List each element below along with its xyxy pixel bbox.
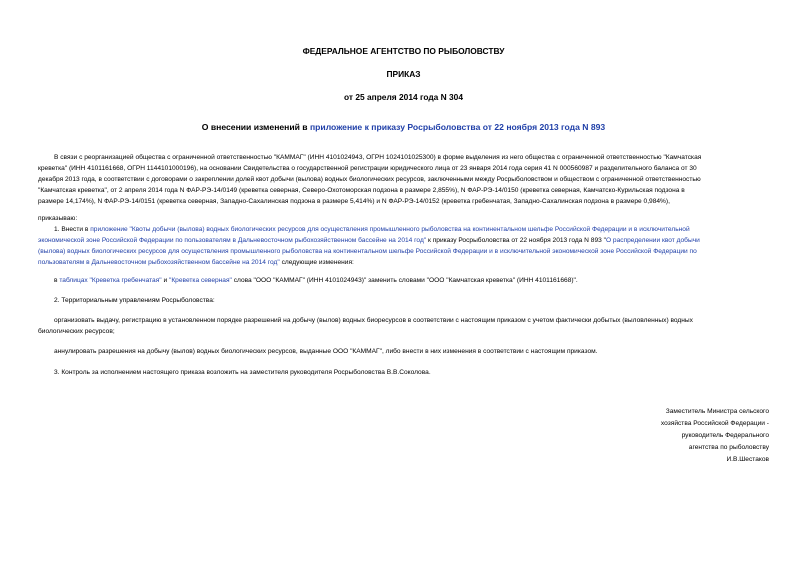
order-link[interactable]: О распределении квот добычи	[605, 237, 700, 244]
preamble-line: В связи с реорганизацией общества с ограниченной ответственностью "КАММАГ" (ИНН 4101024943, ОГРН 1024101025300) в форме выделения из него общества с ограниченной ответственностью "Камчатская	[54, 154, 702, 161]
signature-line: Заместитель Министра сельского	[665, 408, 769, 415]
preamble-line: декабря 2013 года, в соответствии с договорами о закреплении долей квот добычи (вылова) водных биологических ресурсов, заключенными между Росрыболовством и обществом с ограниченной ответственностью	[38, 176, 701, 183]
item1-change	[54, 275, 578, 286]
preamble-line: размере 14,174%), N ФАР-РЭ-14/0151 (креветка северная, Западно-Сахалинская подзона в размере 5,414%) и N ФАР-РЭ-14/0152 (креветка гребенчатая, Западно-Сахалинская подзона в размере 0,984%),	[38, 198, 670, 205]
document-title	[0, 122, 807, 132]
doc-type-heading: ПРИКАЗ	[386, 69, 421, 79]
item1-prefix: 1. Внести в	[54, 226, 91, 233]
preamble-line: "Камчатская креветка", от 2 апреля 2014 года N ФАР-РЭ-14/0149 (креветка северная, Северо-Охотоморская подзона в размере 2,855%), N ФАР-РЭ-14/0150 (креветка северная, Камчатско-Курильская подзона в	[38, 187, 685, 194]
order-link[interactable]: (вылова) водных биологических ресурсов для осуществления промышленного рыболовства на континентальном шельфе Российской Федерации и в исключительной экономической зоне Российской Федерации по	[38, 248, 697, 255]
item-2: 2. Территориальным управлениям Росрыболовства:	[54, 297, 215, 304]
item2a-line: организовать выдачу, регистрацию в установленном порядке разрешений на добычу (вылов) водных биоресурсов в соответствии с настоящим приказом с учетом фактически добытых (выловленных) водных	[54, 317, 693, 324]
preamble-line: креветка" (ИНН 4101161668, ОГРН 1144101000196), на основании Свидетельства о государственной регистрации юридического лица от 23 января 2014 года серия 41 N 000560987 и разделительного баланса от 30	[38, 165, 697, 172]
item1-suffix: следующие изменения:	[279, 259, 354, 266]
change-prefix: в	[54, 277, 60, 284]
change-and: и	[161, 277, 169, 284]
appendix-link[interactable]: экономической зоне Российской Федерации по пользователям в Дальневосточном рыбохозяйственном бассейне на 2014 год"	[38, 237, 427, 244]
item2a-line: биологических ресурсов;	[38, 328, 115, 335]
table-link-grebenchataya[interactable]: таблицах "Креветка гребенчатая"	[59, 277, 162, 284]
prikazyvayu-text: приказываю:	[38, 215, 78, 222]
item1-mid: к приказу Росрыболовства от 22 ноября 2013 года N 893 "	[426, 237, 606, 244]
appendix-link[interactable]: приложение "Квоты добычи (вылова) водных биологических ресурсов для осуществления промышленного рыболовства на континентальном шельфе Российской Федерации и в исключительной	[90, 226, 690, 233]
title-link[interactable]: приложение к приказу Росрыболовства от 22 ноября 2013 года N 893	[309, 122, 606, 132]
agency-heading: ФЕДЕРАЛЬНОЕ АГЕНТСТВО ПО РЫБОЛОВСТВУ	[302, 46, 505, 56]
item1-line	[38, 235, 700, 246]
order-link[interactable]: пользователям в Дальневосточном рыбохозяйственном бассейне на 2014 год"	[38, 259, 280, 266]
title-prefix: О внесении изменений в	[201, 122, 310, 132]
item1-line	[38, 246, 697, 257]
item2b: аннулировать разрешения на добычу (вылов) водных биологических ресурсов, выданные ООО "КАММАГ", либо внести в них изменения в соответствии с настоящим приказом.	[54, 348, 598, 355]
item1-line	[38, 257, 354, 268]
date-number-heading: от 25 апреля 2014 года N 304	[344, 92, 463, 102]
signature-line: хозяйства Российской Федерации -	[660, 420, 769, 427]
signature-line: И.В.Шестаков	[726, 456, 769, 463]
item1-line	[54, 224, 690, 235]
table-link-severnaya[interactable]: "Креветка северная"	[169, 277, 232, 284]
change-suffix: слова "ООО "КАММАГ" (ИНН 4101024943)" заменить словами "ООО "Камчатская креветка" (ИНН 4101161668)".	[231, 277, 578, 284]
signature-line: агентства по рыболовству	[688, 444, 769, 451]
item-3: 3. Контроль за исполнением настоящего приказа возложить на заместителя руководителя Росрыболовства В.В.Соколова.	[54, 369, 431, 376]
signature-line: руководитель Федерального	[681, 432, 769, 439]
